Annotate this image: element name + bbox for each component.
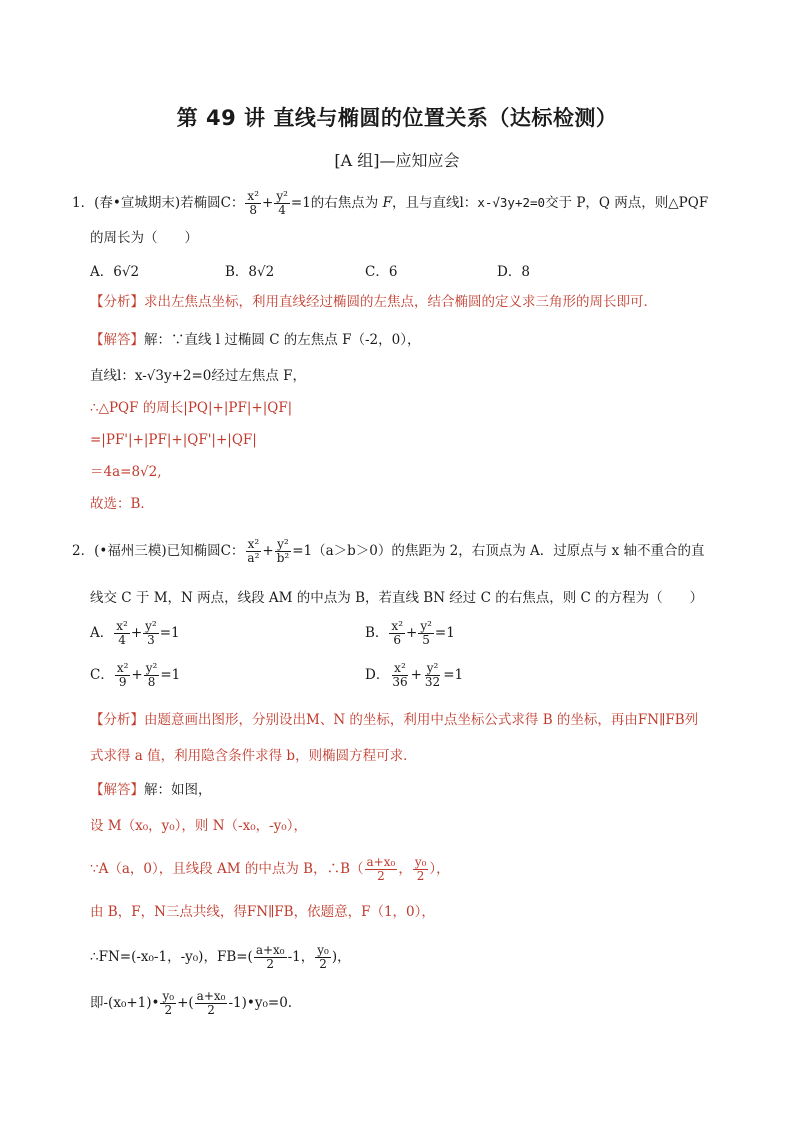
q1-option-c: C．6 bbox=[365, 264, 398, 280]
q2-option-a: A． $\frac{\text{x²}}{4}$ + $\frac{\text{y²}}{3}$ =1 bbox=[90, 619, 180, 647]
q1-option-a: A．6√2 bbox=[90, 264, 140, 280]
q1-option-b: B．8√2 bbox=[225, 264, 275, 280]
q2-answer-line1: 【解答】解：如图， bbox=[90, 782, 212, 798]
q2-answer-line6: 即-(x₀+1)• $\frac{\text{y₀}}{2}$ +( $\frac{\text{a+x₀}}{2}$ -1)•y₀=0. bbox=[90, 989, 293, 1017]
page-title: 第 49 讲 直线与椭圆的位置关系（达标检测） bbox=[176, 106, 618, 130]
q2-analysis-line1: 【分析】由题意画出图形，分别设出M、N 的坐标，利用中点坐标公式求得 B 的坐标，再由FN∥FB列 bbox=[90, 712, 699, 728]
q1-stem: 1．(春•宣城期末)若椭圆C： $\frac{\text{x²}}{8}$ + $\frac{\text{y²}}{4}$ =1的右焦点为 F，且与直线l：x-√3y+2=0交于 P，Q 两点，则△PQF bbox=[72, 189, 709, 217]
q1-answer-line4: =|PF'|+|PF|+|QF'|+|QF| bbox=[90, 432, 257, 448]
q1-answer-line3: ∴△PQF 的周长|PQ|+|PF|+|QF| bbox=[90, 400, 293, 416]
q1-answer-line6: 故选：B． bbox=[90, 496, 154, 512]
q2-frac-x: $\frac{\text{x²}}{\text{a²}}$ bbox=[247, 537, 260, 565]
q2-analysis-line2: 式求得 a 值，利用隐含条件求得 b，则椭圆方程可求． bbox=[90, 748, 417, 764]
q1-frac-y: $\frac{\text{y²}}{4}$ bbox=[276, 189, 288, 217]
q2-answer-line4: 由 B，F，N三点共线，得FN∥FB，依题意，F（1，0）， bbox=[90, 904, 435, 920]
q1-prefix: 1．(春•宣城期末)若椭圆C： bbox=[72, 195, 245, 211]
q1-stem-line2: 的周长为（ ） bbox=[90, 230, 198, 246]
q1-answer-line2: 直线l：x-√3y+2=0经过左焦点 F， bbox=[90, 368, 307, 384]
q1-frac-x: $\frac{\text{x²}}{8}$ bbox=[247, 189, 259, 217]
q2-frac-y: $\frac{\text{y²}}{\text{b²}}$ bbox=[276, 537, 290, 565]
q2-answer-line3: ∵A（a，0），且线段 AM 的中点为 B，∴B（ $\frac{\text{a+x₀}}{2}$ ， $\frac{\text{y₀}}{2}$ ）， bbox=[90, 855, 450, 883]
q2-answer-line2: 设 M（x₀，y₀），则 N（-x₀，-y₀）， bbox=[90, 818, 307, 834]
q1-answer-line5: ＝4a=8√2, bbox=[90, 464, 162, 480]
q1-analysis: 【分析】求出左焦点坐标，利用直线经过椭圆的左焦点，结合椭圆的定义求三角形的周长即可． bbox=[90, 294, 657, 310]
q2-option-c: C． $\frac{\text{x²}}{9}$ + $\frac{\text{y²}}{8}$ =1 bbox=[90, 661, 181, 689]
q2-stem-line2: 线交 C 于 M，N 两点，线段 AM 的中点为 B，若直线 BN 经过 C 的右焦点，则 C 的方程为（ ） bbox=[90, 590, 704, 606]
q1-answer-line1: 【解答】解：∵直线 l 过椭圆 C 的左焦点 F（-2，0）， bbox=[90, 332, 421, 348]
section-subtitle: [A 组]—应知应会 bbox=[334, 151, 460, 170]
q2-option-b: B． $\frac{\text{x²}}{6}$ + $\frac{\text{y²}}{5}$ =1 bbox=[365, 619, 455, 647]
q2-prefix: 2．(•福州三模)已知椭圆C： bbox=[72, 543, 245, 559]
q1-option-d: D．8 bbox=[497, 264, 530, 280]
q2-stem: 2．(•福州三模)已知椭圆C： $\frac{\text{x²}}{\text{a²}}$ + $\frac{\text{y²}}{\text{b²}}$ =1（a＞b＞0）的焦距为 2，右顶点为 A．过原点与 x 轴不重合的直 bbox=[72, 537, 705, 565]
q2-option-d: D． $\frac{\text{x²}}{36}$ + $\frac{\text{y²}}{32}$ =1 bbox=[365, 661, 464, 689]
q1-line-equation: x-√3y+2=0 bbox=[477, 195, 546, 210]
q2-answer-line5: ∴FN=(-x₀-1，-y₀)，FB=( $\frac{\text{a+x₀}}{2}$ -1， $\frac{\text{y₀}}{2}$ )， bbox=[90, 943, 351, 971]
